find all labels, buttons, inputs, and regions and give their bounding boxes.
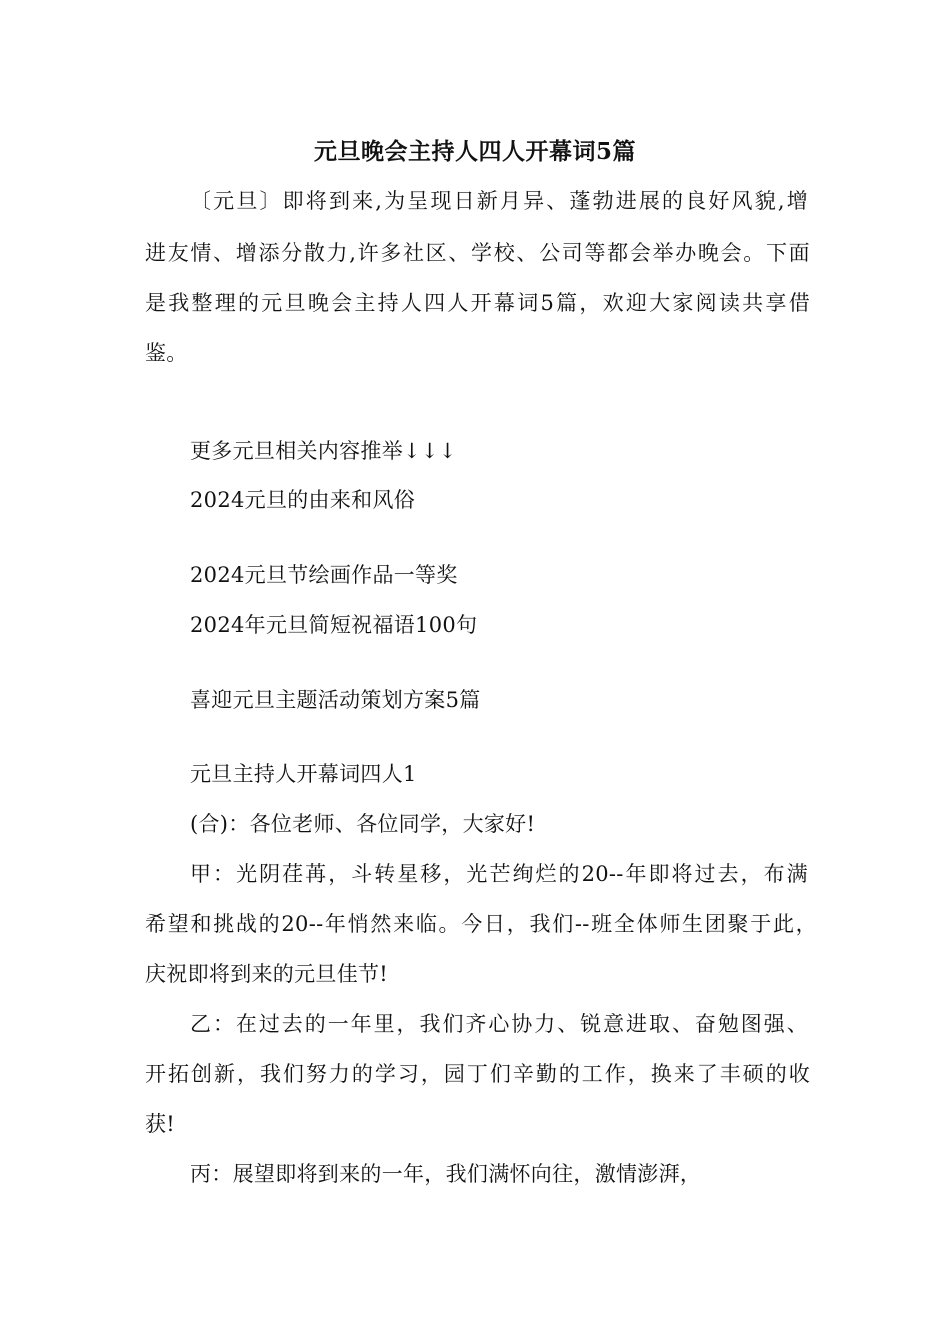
- he-line: (合)：各位老师、各位同学，大家好!: [190, 812, 536, 836]
- bing-line-1: 丙：展望即将到来的一年，我们满怀向往，激情澎湃，: [190, 1162, 702, 1186]
- recommend-link-1[interactable]: 2024元旦的由来和风俗: [190, 488, 416, 512]
- intro-line-3: 是我整理的元旦晚会主持人四人开幕词5篇，欢迎大家阅读共享借: [145, 291, 810, 315]
- document-title: 元旦晚会主持人四人开幕词5篇: [313, 138, 636, 165]
- recommend-link-2[interactable]: 2024元旦节绘画作品一等奖: [190, 563, 458, 587]
- yi-line-3: 获!: [145, 1112, 176, 1136]
- section-title: 元旦主持人开幕词四人1: [190, 762, 417, 786]
- intro-line-1: 〔元旦〕即将到来,为呈现日新月异、蓬勃进展的良好风貌,增: [190, 189, 808, 213]
- jia-line-2: 希望和挑战的20--年悄然来临。今日，我们--班全体师生团聚于此，: [145, 912, 817, 936]
- recommend-heading: 更多元旦相关内容推举↓↓↓: [190, 439, 457, 463]
- recommend-link-4[interactable]: 喜迎元旦主题活动策划方案5篇: [190, 688, 481, 712]
- intro-line-2: 进友情、增添分散力,许多社区、学校、公司等都会举办晚会。下面: [145, 241, 810, 265]
- intro-line-4: 鉴。: [145, 341, 188, 365]
- jia-line-1: 甲：光阴荏苒，斗转星移，光芒绚烂的20--年即将过去，布满: [190, 862, 808, 886]
- jia-line-3: 庆祝即将到来的元旦佳节!: [145, 962, 389, 986]
- yi-line-2: 开拓创新，我们努力的学习，园丁们辛勤的工作，换来了丰硕的收: [145, 1062, 810, 1086]
- yi-line-1: 乙：在过去的一年里，我们齐心协力、锐意进取、奋勉图强、: [190, 1012, 808, 1036]
- recommend-link-3[interactable]: 2024年元旦简短祝福语100句: [190, 613, 478, 637]
